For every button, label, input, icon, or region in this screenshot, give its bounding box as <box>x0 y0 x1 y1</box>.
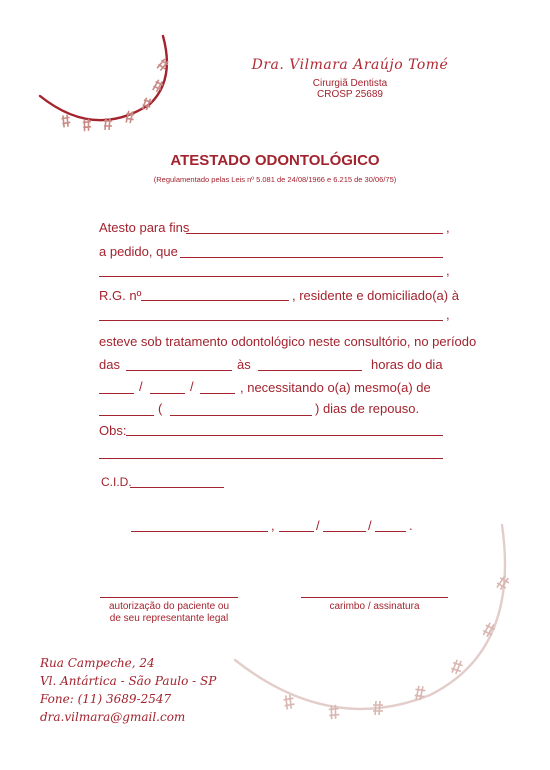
hours-label: horas do dia <box>371 357 443 372</box>
rest-needed-label: , necessitando o(a) mesmo(a) de <box>240 380 431 395</box>
comma-mark: , <box>446 263 450 278</box>
year-field[interactable] <box>200 393 235 394</box>
doctor-signature-line[interactable] <box>301 597 448 598</box>
doctor-registration: CROSP 25689 <box>317 89 383 100</box>
comma-mark: , <box>271 518 275 533</box>
from-label: das <box>99 357 120 372</box>
footer-district: Vl. Antártica - São Paulo - SP <box>40 674 217 688</box>
date-slash: / <box>190 379 194 394</box>
rest-days-written-field[interactable] <box>170 415 312 416</box>
requester-label: a pedido, que <box>99 244 178 259</box>
comma-mark: , <box>446 307 450 322</box>
purpose-field[interactable] <box>186 233 443 234</box>
rest-days-label: ) dias de repouso. <box>315 401 420 416</box>
sign-day-field[interactable] <box>279 531 314 532</box>
date-slash: / <box>139 379 143 394</box>
patient-signature-line[interactable] <box>100 597 238 598</box>
comma-mark: , <box>446 220 450 235</box>
month-field[interactable] <box>150 393 185 394</box>
requester-field[interactable] <box>180 257 443 258</box>
purpose-label: Atesto para fins <box>99 220 190 235</box>
to-label: às <box>237 357 251 372</box>
doctor-name: Dra. Vilmara Araújo Tomé <box>251 57 449 73</box>
patient-signature-label-2: de seu representante legal <box>109 613 229 624</box>
doctor-signature-label: carimbo / assinatura <box>329 601 420 612</box>
rest-days-number-field[interactable] <box>99 415 154 416</box>
obs-field[interactable] <box>126 435 443 436</box>
address-field[interactable] <box>99 320 443 321</box>
doctor-role: Cirurgiã Dentista <box>312 78 388 89</box>
patient-name-field[interactable] <box>99 276 443 277</box>
document-title: ATESTADO ODONTOLÓGICO <box>170 152 380 169</box>
cid-label: C.I.D. <box>101 475 132 489</box>
footer-phone: Fone: (11) 3689-2547 <box>40 692 172 706</box>
obs-field-2[interactable] <box>99 458 443 459</box>
date-slash: / <box>316 518 320 533</box>
sign-year-field[interactable] <box>375 531 406 532</box>
rg-field[interactable] <box>141 300 289 301</box>
footer-email[interactable]: dra.vilmara@gmail.com <box>40 710 186 724</box>
period-mark: . <box>409 518 413 533</box>
patient-signature-label-1: autorização do paciente ou <box>108 601 230 612</box>
open-paren: ( <box>158 401 163 416</box>
end-time-field[interactable] <box>258 370 362 371</box>
start-time-field[interactable] <box>126 370 232 371</box>
footer-street: Rua Campeche, 24 <box>40 656 155 670</box>
obs-label: Obs: <box>99 423 127 438</box>
date-slash: / <box>368 518 372 533</box>
treatment-text: esteve sob tratamento odontológico neste consultório, no período <box>99 334 477 349</box>
city-field[interactable] <box>131 531 268 532</box>
rg-label: R.G. nº <box>99 288 142 303</box>
day-field[interactable] <box>99 393 134 394</box>
cid-field[interactable] <box>130 487 224 488</box>
document-subtitle: (Regulamentado pelas Leis nº 5.081 de 24/08/1966 e 6.215 de 30/06/75) <box>153 175 397 184</box>
sign-month-field[interactable] <box>323 531 366 532</box>
residence-label: , residente e domiciliado(a) à <box>292 288 459 303</box>
